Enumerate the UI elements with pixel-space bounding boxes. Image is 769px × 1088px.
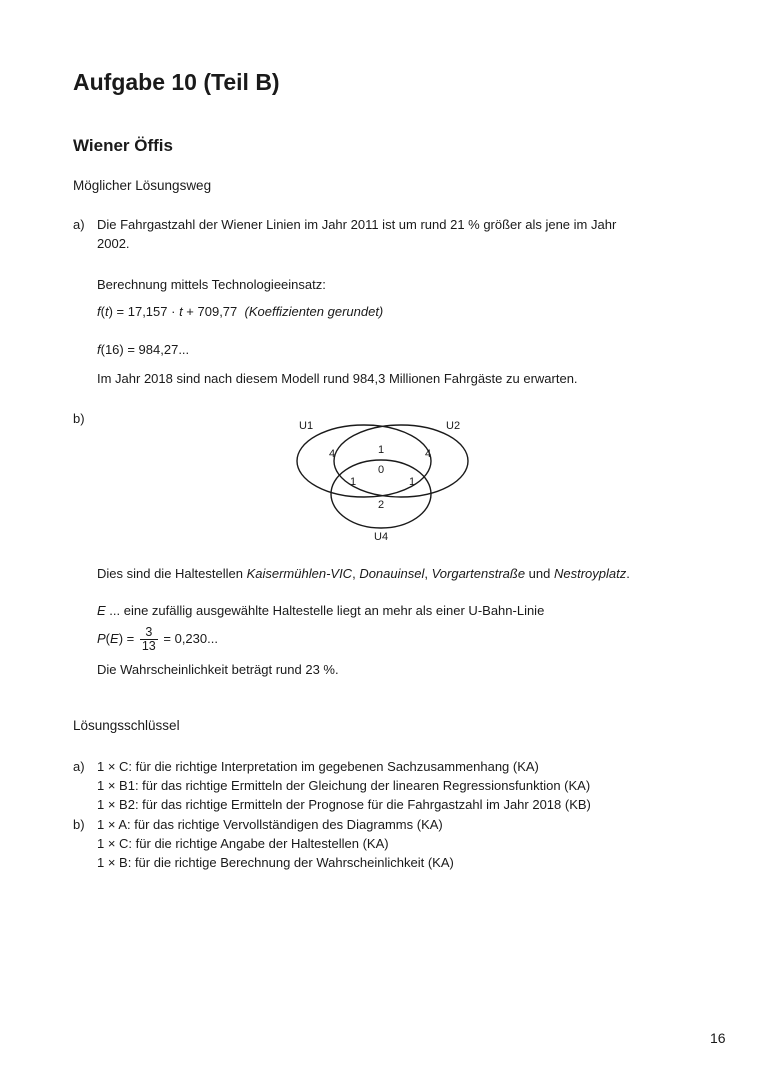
part-a-conclusion: Im Jahr 2018 sind nach diesem Modell rund 984,3 Millionen Fahrgäste zu erwarten.: [97, 371, 578, 386]
venn-label-u1: U1: [299, 420, 314, 432]
key-a-label: a): [73, 759, 85, 774]
venn-diagram: [290, 412, 480, 548]
station-3: Vorgartenstraße: [431, 566, 526, 581]
stations-sep-1: ,: [352, 566, 360, 581]
technology-note: Berechnung mittels Technologieeinsatz:: [97, 277, 326, 292]
formula-t: t: [104, 304, 109, 319]
part-a-label: a): [73, 217, 85, 232]
stations-prefix: Dies sind die Haltestellen: [97, 566, 247, 581]
venn-region-u1-u2: 1: [377, 444, 385, 456]
key-b-item-3: 1 × B: für die richtige Berechnung der Wahrscheinlichkeit (KA): [97, 855, 454, 870]
stations-sentence: [97, 565, 630, 583]
prob-numerator: 3: [140, 626, 158, 640]
formula-mid: ) = 17,157 ·: [108, 304, 180, 319]
prob-p: P: [97, 630, 106, 646]
station-4: Nestroyplatz: [553, 566, 627, 581]
station-1: Kaisermühlen-VIC: [246, 566, 353, 581]
venn-region-u1-u4: 1: [349, 476, 357, 488]
prob-result: = 0,230...: [163, 630, 218, 646]
stations-sep-2: ,: [424, 566, 432, 581]
task-subtitle: Wiener Öffis: [73, 136, 173, 155]
key-b-item-2: 1 × C: für die richtige Angabe der Haltestellen (KA): [97, 836, 389, 851]
key-heading: Lösungsschlüssel: [73, 718, 180, 733]
part-b-label: b): [73, 411, 85, 426]
venn-region-u4-only: 2: [377, 499, 385, 511]
key-b-item-1: 1 × A: für das richtige Vervollständigen des Diagramms (KA): [97, 817, 443, 832]
page-number: 16: [710, 1030, 726, 1046]
prob-fraction: [140, 626, 158, 653]
venn-region-u2-only: 4: [424, 448, 432, 460]
prob-e: E: [110, 630, 119, 646]
eval-f: f: [97, 342, 101, 357]
prob-open: (: [105, 630, 111, 646]
formula-note: (Koeffizienten gerundet): [244, 304, 384, 319]
probability-formula: [97, 626, 218, 653]
event-text: ... eine zufällig ausgewählte Haltestelle liegt an mehr als einer U-Bahn-Linie: [105, 603, 545, 618]
venn-region-u2-u4: 1: [408, 476, 416, 488]
venn-region-u1-only: 4: [328, 448, 336, 460]
formula-end: + 709,77: [182, 304, 238, 319]
solution-heading: Möglicher Lösungsweg: [73, 178, 212, 193]
event-symbol: E: [97, 603, 106, 618]
formula-f: f: [97, 304, 101, 319]
part-a-line1: Die Fahrgastzahl der Wiener Linien im Jahr 2011 ist um rund 21 % größer als jene im Jahr: [97, 217, 617, 232]
station-2: Donauinsel: [359, 566, 425, 581]
stations-suffix: .: [626, 566, 630, 581]
evaluation: [97, 341, 189, 359]
venn-label-u2: U2: [446, 420, 461, 432]
prob-close: ) =: [118, 630, 135, 646]
venn-label-u4: U4: [374, 531, 389, 543]
part-a-line2: 2002.: [97, 236, 130, 251]
key-a-item-1: 1 × C: für die richtige Interpretation im gegebenen Sachzusammenhang (KA): [97, 759, 539, 774]
stations-sep-3: und: [525, 566, 554, 581]
eval-rest: (16) = 984,27...: [100, 342, 190, 357]
key-b-label: b): [73, 817, 85, 832]
prob-denominator: 13: [141, 639, 156, 653]
key-a-item-2: 1 × B1: für das richtige Ermitteln der Gleichung der linearen Regressionsfunktion (KA): [97, 778, 591, 793]
venn-region-all: 0: [377, 464, 385, 476]
event-definition: [97, 602, 544, 620]
formula-t2: t: [179, 304, 183, 319]
probability-conclusion: Die Wahrscheinlichkeit beträgt rund 23 %.: [97, 662, 339, 677]
regression-formula: f(t) = 17,157 · t + 709,77 (Koeffizienten gerundet): [97, 304, 384, 319]
key-a-item-3: 1 × B2: für das richtige Ermitteln der Prognose für die Fahrgastzahl im Jahr 2018 (KB): [97, 797, 591, 812]
page-title: Aufgabe 10 (Teil B): [73, 69, 280, 95]
